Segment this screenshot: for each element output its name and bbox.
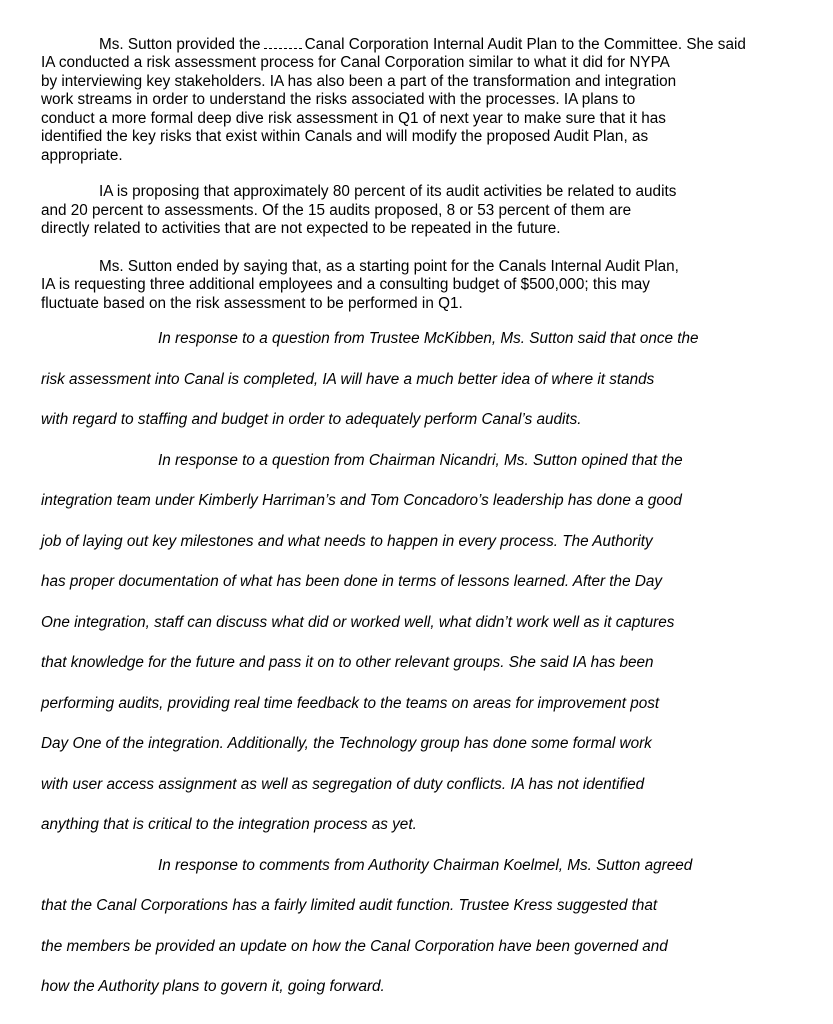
p1-line-5: conduct a more formal deep dive risk assessment in Q1 of next year to make sure that it has: [41, 110, 666, 127]
p1-line-2: IA conducted a risk assessment process for Canal Corporation similar to what it did for NYPA: [41, 54, 670, 71]
p3-line-2: IA is requesting three additional employees and a consulting budget of $500,000; this may: [41, 276, 650, 293]
p2-line-3: directly related to activities that are not expected to be repeated in the future.: [41, 220, 561, 237]
blank-line: [264, 39, 302, 49]
p4-line-2: risk assessment into Canal is completed, IA will have a much better idea of where it stands: [41, 371, 655, 388]
p1-before-blank: Ms. Sutton provided the: [99, 36, 261, 53]
p2-line-2: and 20 percent to assessments. Of the 15 audits proposed, 8 or 53 percent of them are: [41, 202, 632, 219]
p6-line-3: the members be provided an update on how the Canal Corporation have been governed and: [41, 938, 668, 955]
p5-line-2: integration team under Kimberly Harriman’s and Tom Concadoro’s leadership has done a good: [41, 492, 682, 509]
p5-line-6: that knowledge for the future and pass it on to other relevant groups. She said IA has been: [41, 654, 654, 671]
p3-line-1: Ms. Sutton ended by saying that, as a starting point for the Canals Internal Audit Plan,: [99, 258, 679, 275]
p1-line-4: work streams in order to understand the risks associated with the processes. IA plans to: [41, 91, 636, 108]
p5-line-4: has proper documentation of what has been done in terms of lessons learned. After the Day: [41, 573, 663, 590]
p6-line-4: how the Authority plans to govern it, going forward.: [41, 978, 385, 995]
p1-line-6: identified the key risks that exist within Canals and will modify the proposed Audit Plan, as: [41, 128, 649, 145]
p4-line-3: with regard to staffing and budget in order to adequately perform Canal’s audits.: [41, 411, 582, 428]
p5-line-8: Day One of the integration. Additionally, the Technology group has done some formal work: [41, 735, 652, 752]
p4-line-1: In response to a question from Trustee McKibben, Ms. Sutton said that once the: [158, 330, 699, 347]
p5-line-5: One integration, staff can discuss what did or worked well, what didn’t work well as it captures: [41, 614, 675, 631]
p1-line-7: appropriate.: [41, 147, 123, 164]
p2-line-1: IA is proposing that approximately 80 percent of its audit activities be related to audits: [99, 183, 677, 200]
p5-line-1: In response to a question from Chairman Nicandri, Ms. Sutton opined that the: [158, 452, 683, 469]
p5-line-7: performing audits, providing real time feedback to the teams on areas for improvement post: [41, 695, 660, 712]
p1-line-3: by interviewing key stakeholders. IA has also been a part of the transformation and integration: [41, 73, 677, 90]
p5-line-10: anything that is critical to the integration process as yet.: [41, 816, 417, 833]
p3-line-3: fluctuate based on the risk assessment to be performed in Q1.: [41, 295, 463, 312]
p6-line-1: In response to comments from Authority Chairman Koelmel, Ms. Sutton agreed: [158, 857, 693, 874]
p5-line-9: with user access assignment as well as segregation of duty conflicts. IA has not identified: [41, 776, 645, 793]
p5-line-3: job of laying out key milestones and what needs to happen in every process. The Authority: [41, 533, 653, 550]
p6-line-2: that the Canal Corporations has a fairly limited audit function. Trustee Kress suggested that: [41, 897, 658, 914]
p1-after-blank: Canal Corporation Internal Audit Plan to the Committee. She said: [304, 36, 746, 53]
p1-line-1: [99, 36, 746, 53]
